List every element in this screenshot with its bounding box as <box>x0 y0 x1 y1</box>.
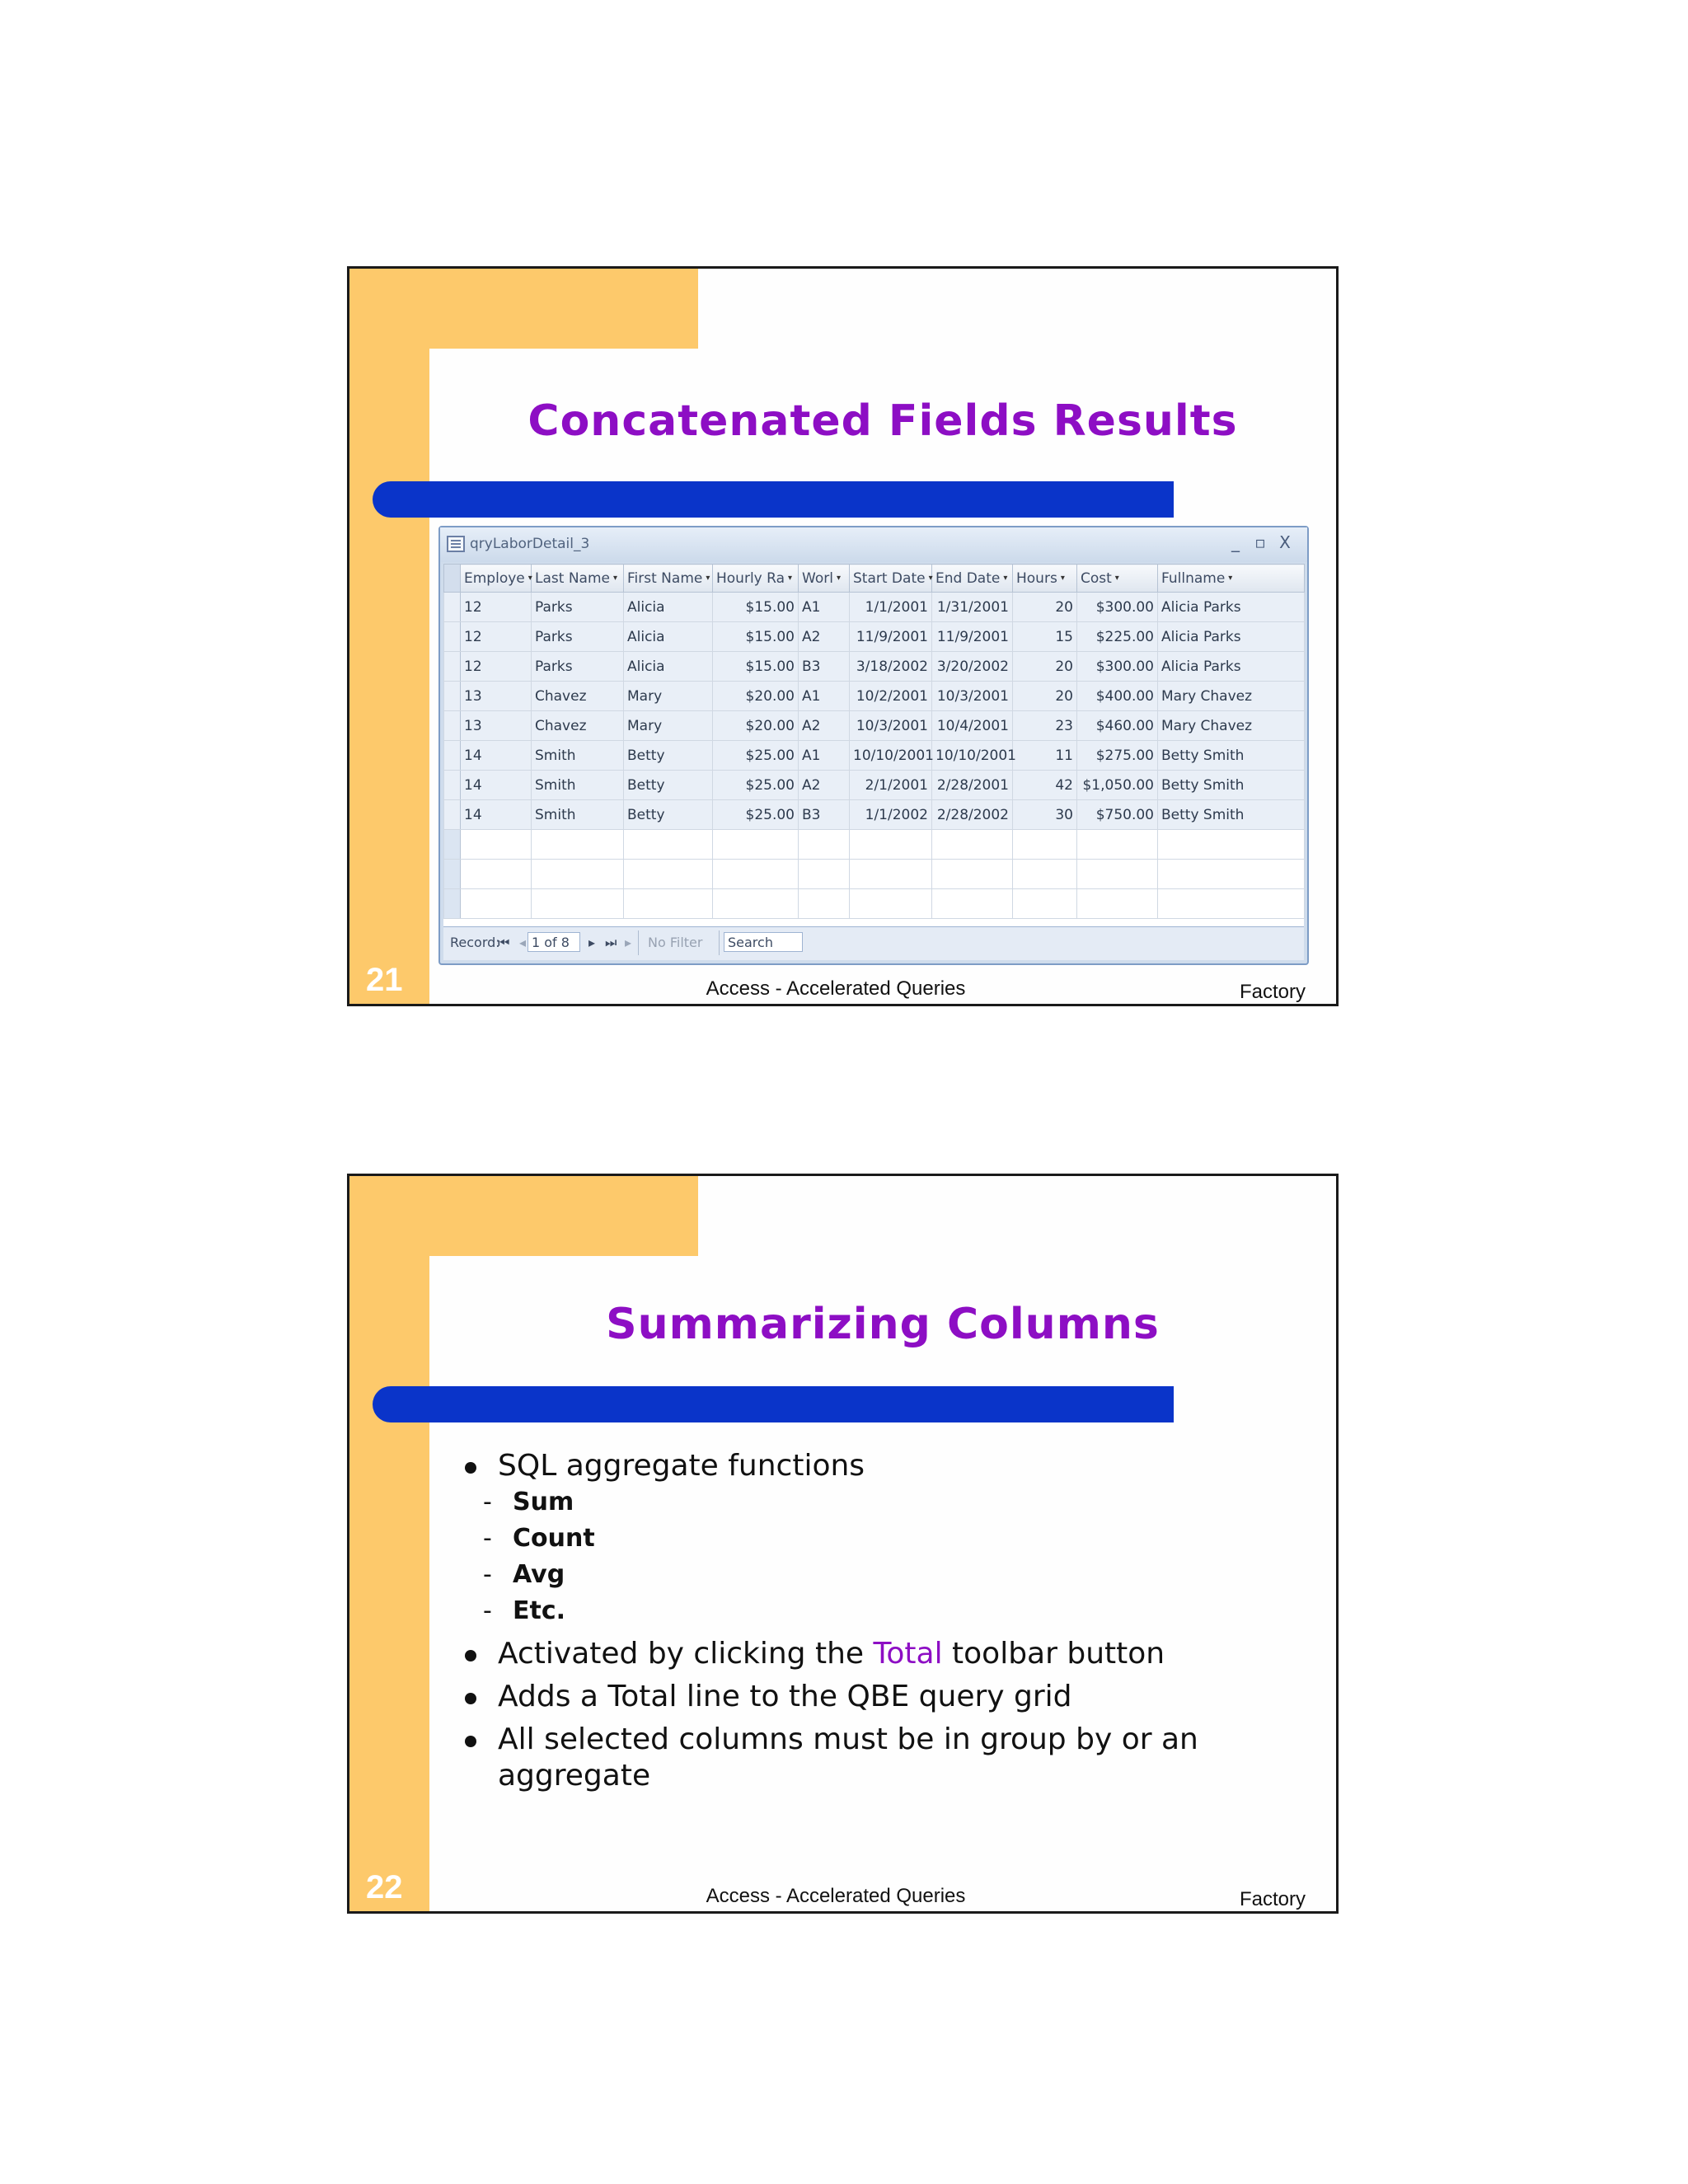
empty-cell <box>799 889 850 919</box>
table-cell[interactable]: Mary <box>624 711 713 741</box>
table-cell[interactable]: $750.00 <box>1077 800 1158 830</box>
table-cell[interactable]: Mary Chavez <box>1158 711 1305 741</box>
table-cell[interactable]: $300.00 <box>1077 593 1158 622</box>
table-cell[interactable]: $25.00 <box>713 771 799 800</box>
table-cell[interactable]: 13 <box>461 682 532 711</box>
table-cell[interactable]: Betty Smith <box>1158 771 1305 800</box>
slide-title: Concatenated Fields Results <box>528 396 1238 446</box>
empty-cell <box>1013 830 1077 860</box>
empty-cell <box>1013 860 1077 889</box>
empty-cell <box>1077 830 1158 860</box>
table-cell[interactable]: A1 <box>799 593 850 622</box>
table-cell[interactable]: Alicia Parks <box>1158 652 1305 682</box>
bullet-item <box>465 1636 1289 1672</box>
window-title: qryLaborDetail_3 <box>470 536 590 552</box>
row-selector[interactable] <box>444 741 461 771</box>
table-row[interactable] <box>444 771 1305 800</box>
table-cell[interactable]: 14 <box>461 771 532 800</box>
table-cell[interactable]: Parks <box>532 593 624 622</box>
column-header-label: Worl <box>802 569 833 587</box>
slide-number: 22 <box>366 1869 403 1905</box>
table-cell[interactable]: A2 <box>799 771 850 800</box>
slide-21 <box>347 266 1339 1006</box>
table-cell[interactable]: 12 <box>461 593 532 622</box>
slide-band-left <box>349 269 429 1004</box>
chevron-down-icon[interactable]: ▾ <box>1060 574 1065 583</box>
empty-cell <box>624 889 713 919</box>
chevron-down-icon[interactable]: ▾ <box>928 574 933 583</box>
column-header-row <box>444 565 1305 593</box>
empty-cell <box>624 830 713 860</box>
select-all-corner[interactable] <box>444 565 461 593</box>
table-cell[interactable]: 1/1/2001 <box>850 593 932 622</box>
table-cell[interactable]: 14 <box>461 741 532 771</box>
empty-cell <box>713 860 799 889</box>
bullet-list <box>465 1441 1289 1794</box>
no-filter-button[interactable]: No Filter <box>648 935 703 950</box>
table-cell[interactable]: $275.00 <box>1077 741 1158 771</box>
empty-cell <box>713 889 799 919</box>
bullet-text: Activated by clicking the <box>498 1637 874 1671</box>
table-cell[interactable]: 2/28/2002 <box>932 800 1013 830</box>
table-cell[interactable]: Smith <box>532 771 624 800</box>
footer-company: Factory <box>1239 1888 1306 1910</box>
table-row[interactable] <box>444 741 1305 771</box>
table-cell[interactable]: 11/9/2001 <box>932 622 1013 652</box>
sub-bullet-item: - Count <box>465 1521 1289 1557</box>
column-header-label: Employe <box>464 569 525 587</box>
empty-cell <box>461 889 532 919</box>
table-row[interactable] <box>444 800 1305 830</box>
empty-cell <box>1158 860 1305 889</box>
record-label: Record: <box>450 935 500 950</box>
column-header-label: Start Date <box>853 569 926 587</box>
empty-cell <box>444 830 461 860</box>
empty-cell <box>532 889 624 919</box>
column-header-label: Fullname <box>1161 569 1226 587</box>
column-header[interactable] <box>799 565 850 593</box>
table-cell[interactable]: Alicia <box>624 593 713 622</box>
table-cell[interactable]: 1/31/2001 <box>932 593 1013 622</box>
empty-cell <box>932 830 1013 860</box>
table-cell[interactable]: 12 <box>461 652 532 682</box>
empty-cell <box>713 830 799 860</box>
table-cell[interactable]: $20.00 <box>713 682 799 711</box>
nav-divider <box>719 930 720 955</box>
table-cell[interactable]: 10/10/2001 <box>850 741 932 771</box>
row-selector[interactable] <box>444 622 461 652</box>
empty-cell <box>532 860 624 889</box>
highlighted-term: Total <box>873 1637 943 1671</box>
table-row[interactable] <box>444 593 1305 622</box>
row-selector[interactable] <box>444 771 461 800</box>
table-cell[interactable]: 23 <box>1013 711 1077 741</box>
empty-cell <box>532 830 624 860</box>
row-selector[interactable] <box>444 593 461 622</box>
slide-22 <box>347 1174 1339 1914</box>
slide-band-corner <box>429 1256 479 1305</box>
table-row[interactable] <box>444 652 1305 682</box>
table-cell[interactable]: 30 <box>1013 800 1077 830</box>
table-cell[interactable]: $300.00 <box>1077 652 1158 682</box>
column-header-label: Hourly Ra <box>716 569 785 587</box>
table-cell[interactable]: $400.00 <box>1077 682 1158 711</box>
current-record-field[interactable]: 1 of 8 <box>528 932 580 952</box>
empty-cell <box>1013 889 1077 919</box>
empty-cell <box>799 860 850 889</box>
table-cell[interactable]: A2 <box>799 711 850 741</box>
table-cell[interactable]: Smith <box>532 800 624 830</box>
sub-bullet-item: - Avg <box>465 1557 1289 1593</box>
empty-row <box>444 830 1305 860</box>
query-icon <box>447 536 465 552</box>
table-cell[interactable]: B3 <box>799 800 850 830</box>
empty-cell <box>799 830 850 860</box>
search-input[interactable]: Search <box>724 932 803 952</box>
footer-title: Access - Accelerated Queries <box>706 977 966 1000</box>
footer-title: Access - Accelerated Queries <box>706 1885 966 1907</box>
table-cell[interactable]: 3/20/2002 <box>932 652 1013 682</box>
column-header-label: First Name <box>627 569 703 587</box>
title-underline-bar <box>373 1386 1174 1422</box>
table-cell[interactable]: A2 <box>799 622 850 652</box>
column-header-label: End Date <box>935 569 1001 587</box>
table-cell[interactable]: Alicia <box>624 622 713 652</box>
slide-number: 21 <box>366 962 403 998</box>
table-row[interactable] <box>444 682 1305 711</box>
bullet-text: toolbar button <box>942 1637 1165 1671</box>
bullet-item: SQL aggregate functions <box>465 1448 1289 1484</box>
table-cell[interactable]: 2/1/2001 <box>850 771 932 800</box>
table-cell[interactable]: 11 <box>1013 741 1077 771</box>
next-record-icon[interactable]: ▸ <box>588 935 596 950</box>
table-cell[interactable]: 10/3/2001 <box>932 682 1013 711</box>
slide-band-corner <box>429 349 479 398</box>
first-record-icon[interactable]: ⏮ <box>498 935 510 950</box>
table-cell[interactable]: $460.00 <box>1077 711 1158 741</box>
table-cell[interactable]: 20 <box>1013 682 1077 711</box>
empty-cell <box>461 860 532 889</box>
chevron-down-icon[interactable]: ▾ <box>706 574 710 583</box>
table-cell[interactable]: Betty Smith <box>1158 741 1305 771</box>
table-cell[interactable]: $25.00 <box>713 741 799 771</box>
table-cell[interactable]: Mary <box>624 682 713 711</box>
table-cell[interactable]: Mary Chavez <box>1158 682 1305 711</box>
sub-bullet-item: - Sum <box>465 1484 1289 1521</box>
table-cell[interactable]: Chavez <box>532 682 624 711</box>
window-titlebar[interactable] <box>440 527 1307 562</box>
empty-cell <box>1158 889 1305 919</box>
nav-divider <box>638 930 639 955</box>
datasheet-table <box>443 564 1305 919</box>
table-cell[interactable]: Chavez <box>532 711 624 741</box>
column-header[interactable] <box>1013 565 1077 593</box>
table-cell[interactable]: Parks <box>532 622 624 652</box>
table-cell[interactable]: $15.00 <box>713 622 799 652</box>
table-cell[interactable]: 13 <box>461 711 532 741</box>
table-cell[interactable]: 10/3/2001 <box>850 711 932 741</box>
table-cell[interactable]: 11/9/2001 <box>850 622 932 652</box>
table-cell[interactable]: 10/4/2001 <box>932 711 1013 741</box>
table-cell[interactable]: Betty Smith <box>1158 800 1305 830</box>
previous-record-icon[interactable]: ◂ <box>519 935 527 950</box>
last-record-icon[interactable]: ⏭ <box>605 935 617 950</box>
table-cell[interactable]: 42 <box>1013 771 1077 800</box>
table-cell[interactable]: A1 <box>799 682 850 711</box>
footer-company: Factory <box>1239 981 1306 1003</box>
table-cell[interactable]: Betty <box>624 771 713 800</box>
empty-cell <box>444 860 461 889</box>
table-cell[interactable]: 12 <box>461 622 532 652</box>
table-row[interactable] <box>444 622 1305 652</box>
empty-cell <box>850 830 932 860</box>
column-header[interactable] <box>932 565 1013 593</box>
column-header[interactable] <box>461 565 532 593</box>
empty-cell <box>932 860 1013 889</box>
chevron-down-icon[interactable]: ▾ <box>788 574 793 583</box>
minimize-icon[interactable]: _ <box>1231 532 1240 552</box>
slide-band-top <box>429 1176 698 1256</box>
column-header[interactable] <box>713 565 799 593</box>
table-cell[interactable]: 2/28/2001 <box>932 771 1013 800</box>
table-cell[interactable]: $25.00 <box>713 800 799 830</box>
table-cell[interactable]: Alicia Parks <box>1158 593 1305 622</box>
chevron-down-icon[interactable]: ▾ <box>1003 574 1008 583</box>
empty-cell <box>850 889 932 919</box>
empty-cell <box>1158 830 1305 860</box>
chevron-down-icon[interactable]: ▾ <box>836 574 841 583</box>
table-cell[interactable]: 3/18/2002 <box>850 652 932 682</box>
table-cell[interactable]: Alicia Parks <box>1158 622 1305 652</box>
empty-cell <box>850 860 932 889</box>
table-cell[interactable]: 10/10/2001 <box>932 741 1013 771</box>
bullet-item: Adds a Total line to the QBE query grid <box>465 1679 1289 1715</box>
record-navigation-bar <box>443 926 1304 960</box>
table-cell[interactable]: Alicia <box>624 652 713 682</box>
table-cell[interactable]: Betty <box>624 800 713 830</box>
row-selector[interactable] <box>444 652 461 682</box>
datasheet-grid <box>443 564 1304 926</box>
chevron-down-icon[interactable]: ▾ <box>528 574 532 583</box>
column-header[interactable] <box>1158 565 1305 593</box>
table-cell[interactable]: B3 <box>799 652 850 682</box>
empty-cell <box>624 860 713 889</box>
empty-row <box>444 860 1305 889</box>
column-header[interactable] <box>532 565 624 593</box>
slide-band-top <box>429 269 698 349</box>
column-header-label: Last Name <box>535 569 610 587</box>
column-header[interactable] <box>624 565 713 593</box>
empty-row <box>444 889 1305 919</box>
table-cell[interactable]: 14 <box>461 800 532 830</box>
table-cell[interactable]: $20.00 <box>713 711 799 741</box>
table-cell[interactable]: $225.00 <box>1077 622 1158 652</box>
table-cell[interactable]: $1,050.00 <box>1077 771 1158 800</box>
table-cell[interactable]: 10/2/2001 <box>850 682 932 711</box>
table-cell[interactable]: Smith <box>532 741 624 771</box>
close-icon[interactable]: X <box>1279 532 1291 552</box>
table-row[interactable] <box>444 711 1305 741</box>
table-cell[interactable]: Parks <box>532 652 624 682</box>
chevron-down-icon[interactable]: ▾ <box>612 574 617 583</box>
new-record-icon[interactable]: ▸ <box>625 935 632 950</box>
table-cell[interactable]: A1 <box>799 741 850 771</box>
row-selector[interactable] <box>444 682 461 711</box>
empty-cell <box>461 830 532 860</box>
table-cell[interactable]: 20 <box>1013 652 1077 682</box>
column-header[interactable] <box>1077 565 1158 593</box>
table-cell[interactable]: Betty <box>624 741 713 771</box>
bullet-item: All selected columns must be in group by or an aggregate <box>465 1722 1256 1794</box>
column-header-label: Cost <box>1081 569 1112 587</box>
title-underline-bar <box>373 481 1174 518</box>
maximize-icon[interactable]: ▫ <box>1254 532 1266 552</box>
table-cell[interactable]: $15.00 <box>713 652 799 682</box>
access-query-window <box>438 526 1309 965</box>
empty-cell <box>1077 889 1158 919</box>
table-cell[interactable]: 15 <box>1013 622 1077 652</box>
chevron-down-icon[interactable]: ▾ <box>1114 574 1119 583</box>
slide-band-left <box>349 1176 429 1911</box>
empty-cell <box>444 889 461 919</box>
chevron-down-icon[interactable]: ▾ <box>1228 574 1233 583</box>
row-selector[interactable] <box>444 800 461 830</box>
row-selector[interactable] <box>444 711 461 741</box>
table-cell[interactable]: 20 <box>1013 593 1077 622</box>
slide-title: Summarizing Columns <box>606 1300 1160 1349</box>
empty-cell <box>1077 860 1158 889</box>
empty-cell <box>932 889 1013 919</box>
table-cell[interactable]: $15.00 <box>713 593 799 622</box>
column-header-label: Hours <box>1016 569 1057 587</box>
sub-bullet-item: - Etc. <box>465 1593 1289 1629</box>
column-header[interactable] <box>850 565 932 593</box>
table-cell[interactable]: 1/1/2002 <box>850 800 932 830</box>
